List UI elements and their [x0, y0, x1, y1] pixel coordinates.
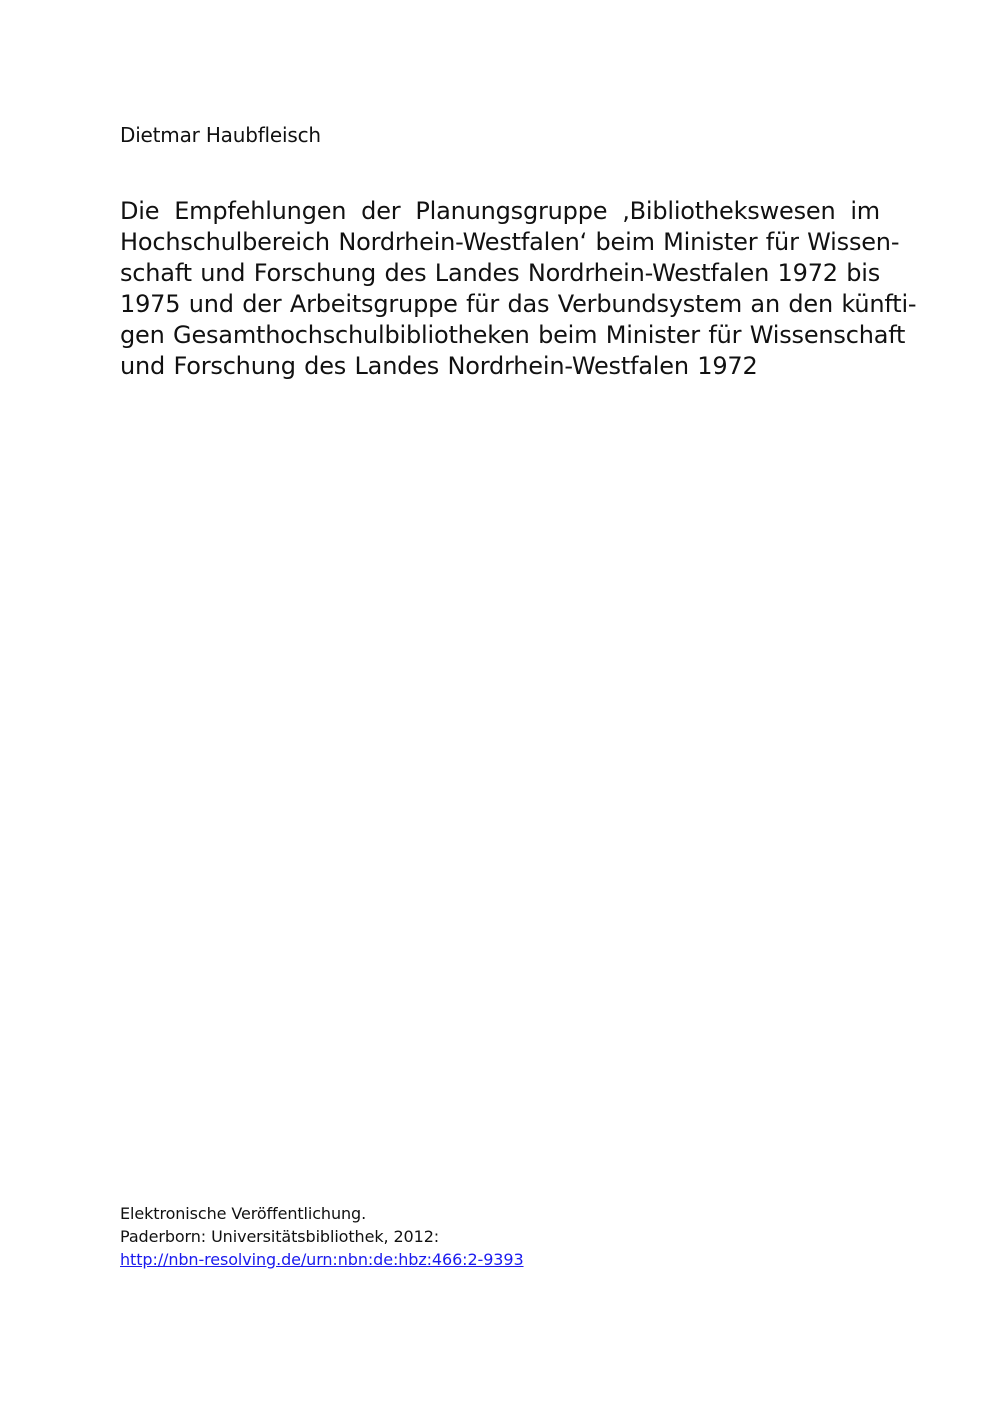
title-line: 1975 und der Arbeitsgruppe für das Verbundsystem an den künfti- — [120, 290, 917, 318]
author-name: Dietmar Haubfleisch — [120, 123, 321, 147]
publication-type: Elektronische Veröffentlichung. — [120, 1204, 367, 1223]
title-line: und Forschung des Landes Nordrhein-Westfalen 1972 — [120, 352, 758, 380]
document-title — [120, 196, 917, 382]
publication-footer — [120, 1202, 720, 1271]
nbn-resolver-link[interactable]: http://nbn-resolving.de/urn:nbn:de:hbz:466:2-9393 — [120, 1250, 524, 1269]
title-line: Die Empfehlungen der Planungsgruppe ‚Bibliothekswesen im — [120, 197, 880, 225]
title-line: gen Gesamthochschulbibliotheken beim Minister für Wissenschaft — [120, 321, 906, 349]
link-row — [120, 1248, 720, 1271]
title-line: schaft und Forschung des Landes Nordrhein-Westfalen 1972 bis — [120, 259, 881, 287]
publisher-line: Paderborn: Universitätsbibliothek, 2012: — [120, 1227, 440, 1246]
title-line: Hochschulbereich Nordrhein-Westfalen‘ beim Minister für Wissen- — [120, 228, 900, 256]
